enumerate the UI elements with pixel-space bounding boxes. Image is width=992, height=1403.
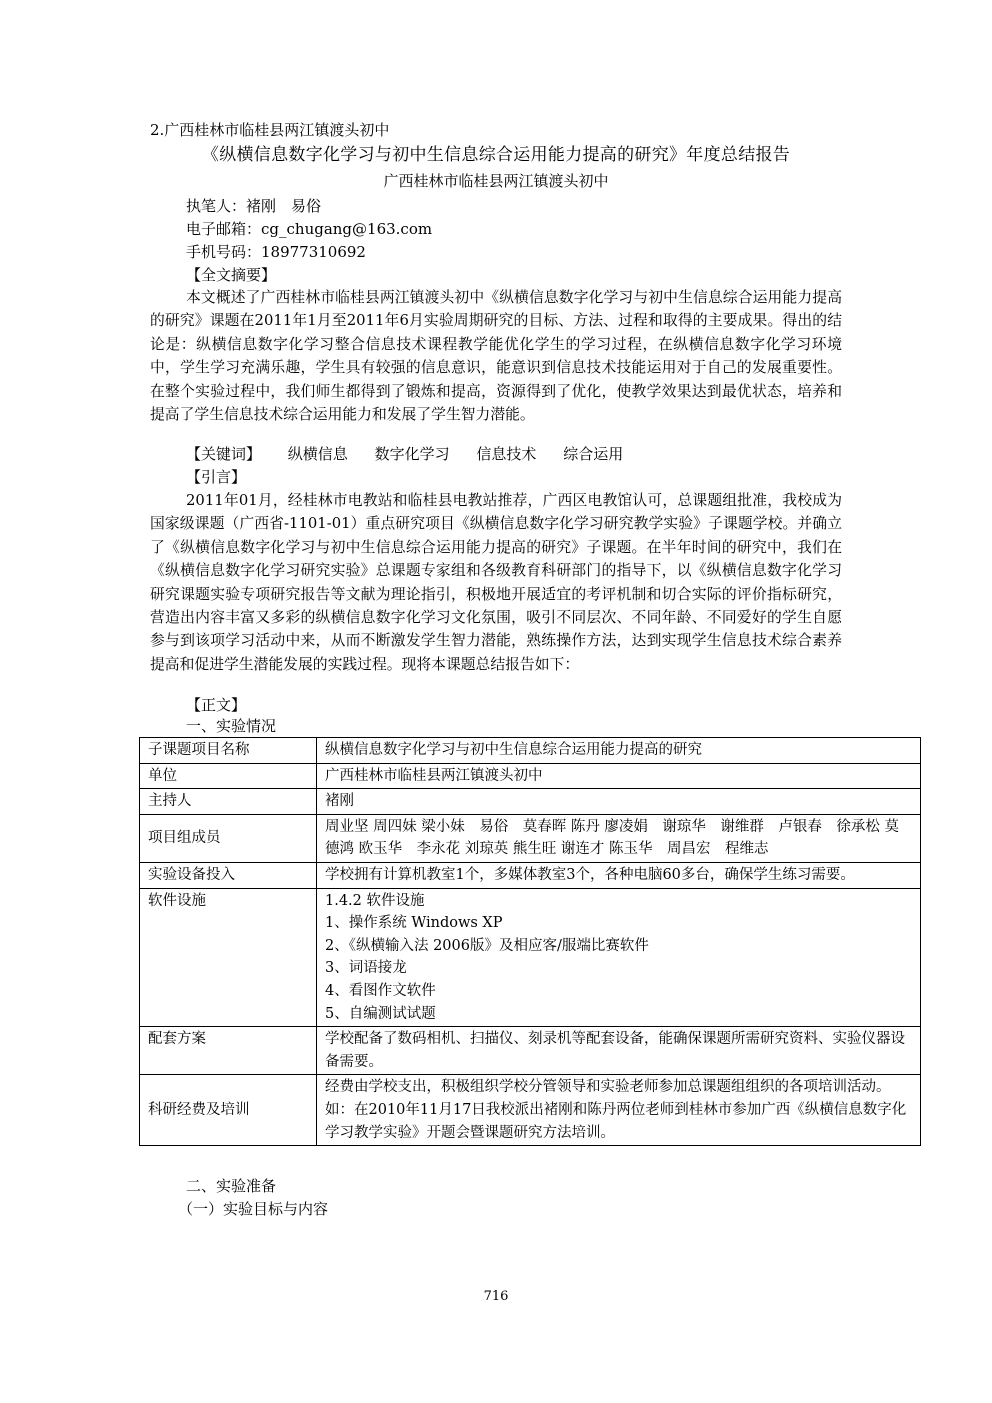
keyword-item: 数字化学习 [374,445,450,463]
section-two-subheading: （一）实验目标与内容 [178,1200,329,1218]
row-label: 单位 [140,763,317,789]
author-line: 执笔人：褚刚 易俗 [186,197,322,215]
abstract-text: 本文概述了广西桂林市临桂县两江镇渡头初中《纵横信息数字化学习与初中生信息综合运用能力提高的研究》课题在2011年1月至2011年6月实验周期研究的目标、方法、过程和取得的主要成果。得出的结论是：纵横信息数字化学习整合信息技术课程教学能优化学生的学习过程，在纵横信息数字化学习环境中，学生学习充满乐趣，学生具有较强的信息意识，能意识到信息技术技能运用对于自己的发展重要性。在整个实验过程中，我们师生都得到了锻炼和提高，资源得到了优化，使教学效果达到最优状态，培养和提高了学生信息技术综合运用能力和发展了学生智力潜能。 [150,289,842,424]
body-label: 【正文】 [186,696,247,714]
section-two-heading: 二、实验准备 [186,1177,277,1195]
table-row [140,1027,921,1075]
keywords-line [186,443,645,465]
row-value: 周业坚 周四妹 梁小妹 易俗 莫春晖 陈丹 廖凌娟 谢琼华 谢维群 卢银春 徐承松 莫德鸿 欧玉华 李永花 刘琼英 熊生旺 谢连才 陈玉华 周昌宏 程维志 [317,814,921,862]
intro-label: 【引言】 [186,468,247,486]
software-item: 5、自编测试试题 [325,1005,436,1022]
row-label: 主持人 [140,789,317,815]
keyword-item: 纵横信息 [287,445,348,463]
software-item: 1、操作系统 Windows XP [325,915,503,932]
row-value: 经费由学校支出，积极组织学校分管领导和实验老师参加总课题组组织的各项培训活动。如：在2010年11月17日我校派出褚刚和陈丹两位老师到桂林市参加广西《纵横信息数字化学习教学实验》开题会暨课题研究方法培训。 [317,1075,921,1146]
table-row [140,789,921,815]
intro-text: 2011年01月，经桂林市电教站和临桂县电教站推荐，广西区电教馆认可，总课题组批准，我校成为国家级课题（广西省-1101-01）重点研究项目《纵横信息数字化学习研究教学实验》子课题学校。并确立了《纵横信息数字化学习与初中生信息综合运用能力提高的研究》子课题。在半年时间的研究中，我们在《纵横信息数字化学习研究实验》总课题专家组和各级教育科研部门的指导下，以《纵横信息数字化学习研究课题实验专项研究报告等文献为理论指引，积极地开展适宜的考评机制和切合实际的评价指标研究，营造出内容丰富又多彩的纵横信息数字化学习文化氛围，吸引不同层次、不同年龄、不同爱好的学生自愿参与到该项学习活动中来，从而不断激发学生智力潜能，熟练操作方法，达到实现学生信息技术综合素养提高和促进学生潜能发展的实践过程。现将本课题总结报告如下： [150,492,842,673]
software-item: 4、看图作文软件 [325,982,436,999]
table-row [140,888,921,1027]
row-label: 项目组成员 [140,814,317,862]
row-label: 子课题项目名称 [140,738,317,764]
section-one-heading: 一、实验情况 [186,717,277,735]
row-value: 广西桂林市临桂县两江镇渡头初中 [317,763,921,789]
table-row [140,763,921,789]
row-label: 实验设备投入 [140,862,317,888]
table-row [140,862,921,888]
software-item: 3、词语接龙 [325,960,407,977]
page-number: 716 [483,1289,509,1304]
row-value: 学校配备了数码相机、扫描仪、刻录机等配套设备，能确保课题所需研究资料、实验仪器设备需要。 [317,1027,921,1075]
phone-line: 手机号码：18977310692 [186,243,366,261]
keyword-item: 信息技术 [476,445,537,463]
row-label: 配套方案 [140,1027,317,1075]
row-label: 科研经费及培训 [140,1075,317,1146]
experiment-table [139,737,921,1146]
row-value: 学校拥有计算机教室1个，多媒体教室3个，各种电脑60多台，确保学生练习需要。 [317,862,921,888]
keywords-label: 【关键词】 [186,445,262,463]
section-heading: 2.广西桂林市临桂县两江镇渡头初中 [150,121,390,139]
software-list [317,888,921,1027]
keyword-item: 综合运用 [563,445,624,463]
software-item: 1.4.2 软件设施 [325,892,425,909]
abstract-label: 【全文摘要】 [186,266,277,284]
row-value: 褚刚 [317,789,921,815]
email-line: 电子邮箱：cg_chugang@163.com [186,220,433,238]
report-title: 《纵横信息数字化学习与初中生信息综合运用能力提高的研究》年度总结报告 [201,145,791,165]
report-subtitle: 广西桂林市临桂县两江镇渡头初中 [383,172,609,190]
table-row [140,1075,921,1146]
row-label: 软件设施 [140,888,317,1027]
table-row [140,814,921,862]
table-row [140,738,921,764]
software-item: 2、《纵横输入法 2006版》及相应客/服端比赛软件 [325,937,649,954]
row-value: 纵横信息数字化学习与初中生信息综合运用能力提高的研究 [317,738,921,764]
